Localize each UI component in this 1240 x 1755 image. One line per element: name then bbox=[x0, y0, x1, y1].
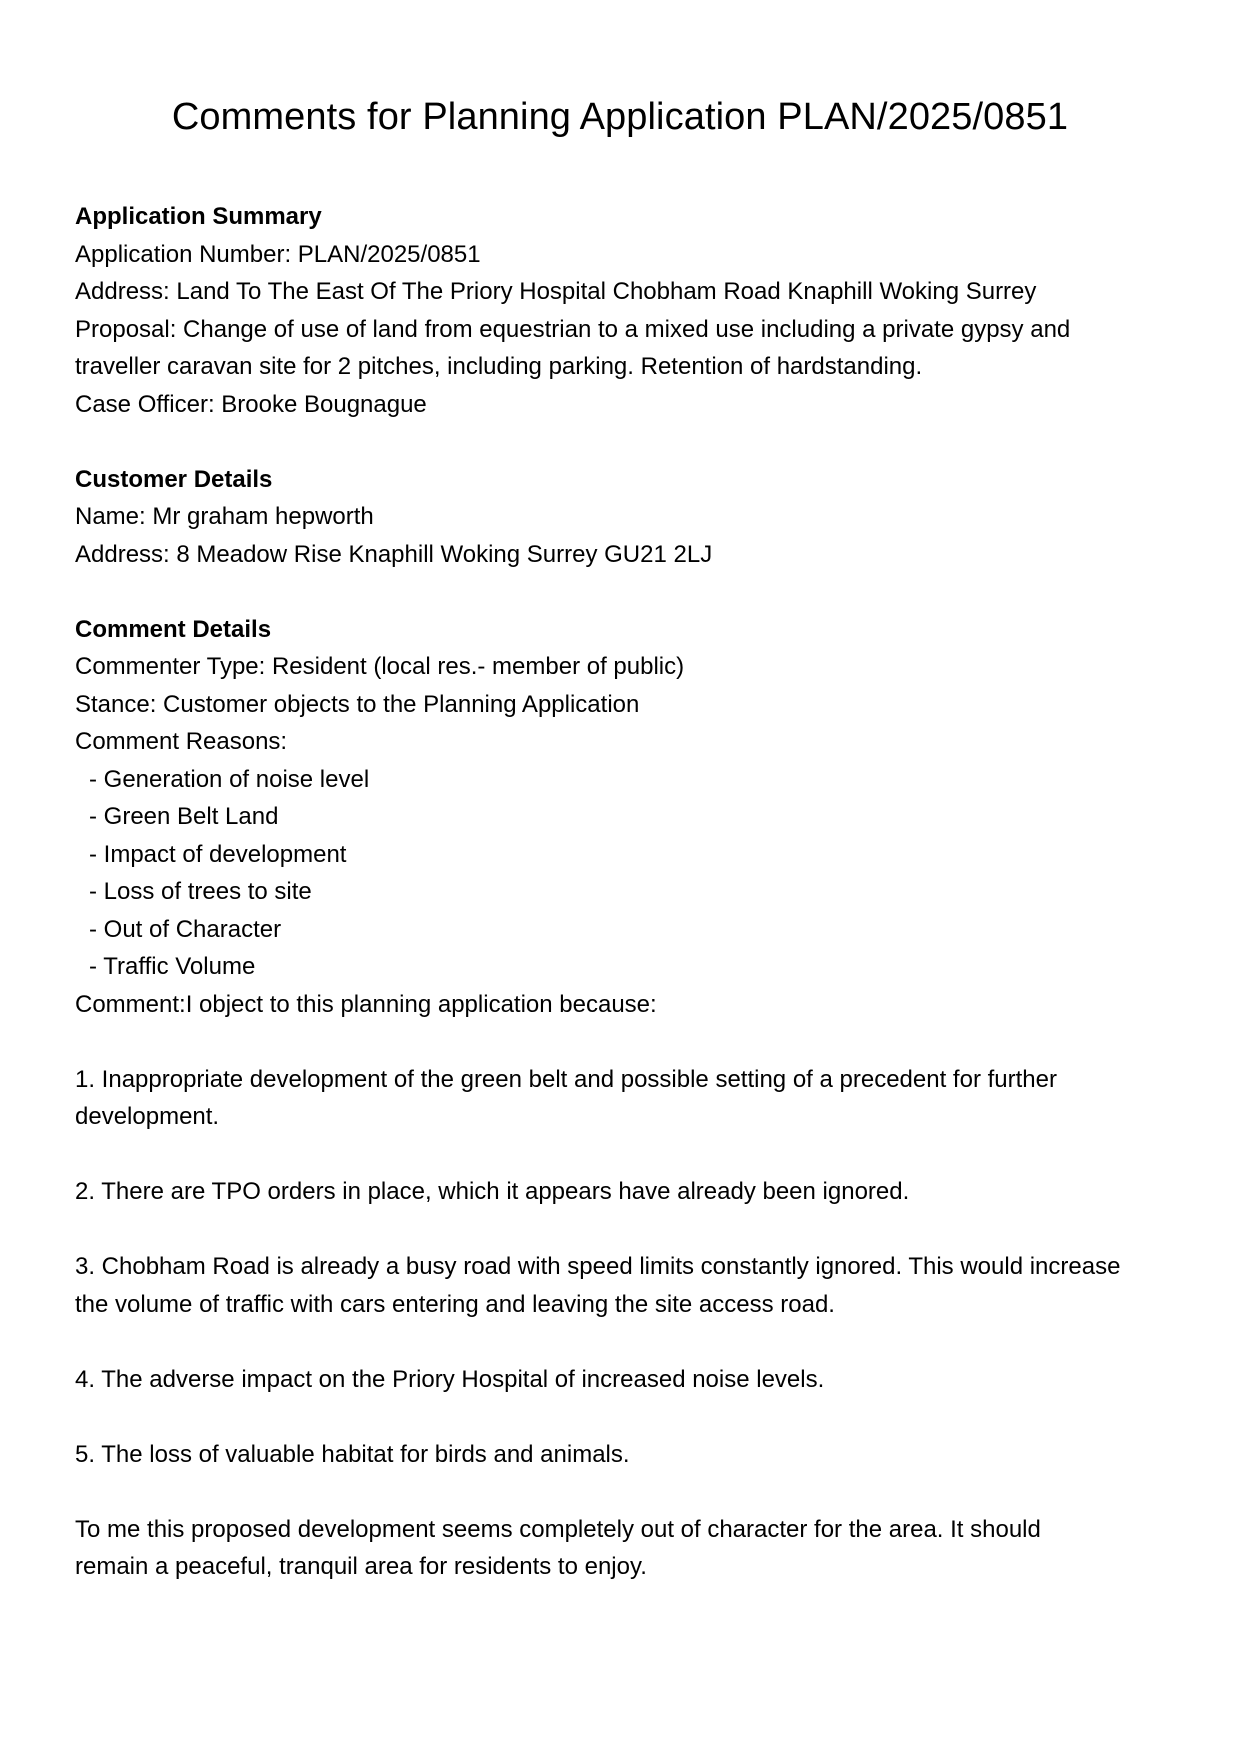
proposal-line-2: traveller caravan site for 2 pitches, including parking. Retention of hardstanding. bbox=[75, 353, 923, 380]
comment-details-section bbox=[75, 611, 1185, 1586]
comment-intro: Comment:I object to this planning application because: bbox=[75, 990, 657, 1018]
closing-line-2: remain a peaceful, tranquil area for residents to enjoy. bbox=[75, 1553, 647, 1580]
comment-point-3-line-2: the volume of traffic with cars entering and leaving the site access road. bbox=[75, 1290, 835, 1318]
comment-reason: - Out of Character bbox=[89, 915, 282, 943]
application-number: Application Number: PLAN/2025/0851 bbox=[75, 240, 481, 268]
proposal-line-1: Proposal: Change of use of land from equestrian to a mixed use including a private gypsy and bbox=[75, 315, 1071, 343]
spacer bbox=[75, 1023, 1185, 1061]
comment-point-4: 4. The adverse impact on the Priory Hospital of increased noise levels. bbox=[75, 1365, 825, 1393]
spacer bbox=[75, 573, 1185, 611]
spacer bbox=[75, 1136, 1185, 1174]
commenter-type: Commenter Type: Resident (local res.- member of public) bbox=[75, 653, 685, 680]
comment-details-heading: Comment Details bbox=[75, 615, 272, 643]
customer-details-heading: Customer Details bbox=[75, 465, 273, 493]
comment-point-3-line-1: 3. Chobham Road is already a busy road with speed limits constantly ignored. This would increase bbox=[75, 1253, 1121, 1280]
application-address: Address: Land To The East Of The Priory Hospital Chobham Road Knaphill Woking Surrey bbox=[75, 278, 1037, 305]
spacer bbox=[75, 423, 1185, 461]
comment-point-1-line-1: 1. Inappropriate development of the green belt and possible setting of a precedent for further bbox=[75, 1065, 1057, 1093]
case-officer: Case Officer: Brooke Bougnague bbox=[75, 390, 427, 418]
application-summary-section bbox=[75, 198, 1185, 423]
customer-address: Address: 8 Meadow Rise Knaphill Woking Surrey GU21 2LJ bbox=[75, 540, 713, 568]
comment-reasons-label: Comment Reasons: bbox=[75, 728, 288, 755]
comment-point-1-line-2: development. bbox=[75, 1103, 220, 1130]
customer-name: Name: Mr graham hepworth bbox=[75, 503, 374, 530]
comment-reason: - Generation of noise level bbox=[89, 765, 370, 793]
comment-reason: - Traffic Volume bbox=[89, 953, 256, 980]
application-summary-heading: Application Summary bbox=[75, 203, 322, 230]
customer-details-section bbox=[75, 461, 1185, 574]
comment-reason: - Green Belt Land bbox=[89, 803, 279, 830]
page-title: Comments for Planning Application PLAN/2025/0851 bbox=[171, 96, 1069, 138]
comment-reason: - Impact of development bbox=[89, 840, 347, 868]
closing-line-1: To me this proposed development seems completely out of character for the area. It should bbox=[75, 1515, 1041, 1543]
comment-reason: - Loss of trees to site bbox=[89, 878, 312, 905]
spacer bbox=[75, 1398, 1185, 1436]
spacer bbox=[75, 1473, 1185, 1511]
spacer bbox=[75, 1211, 1185, 1249]
comment-point-5: 5. The loss of valuable habitat for birds and animals. bbox=[75, 1440, 630, 1468]
comment-point-2: 2. There are TPO orders in place, which it appears have already been ignored. bbox=[75, 1178, 910, 1205]
stance: Stance: Customer objects to the Planning Application bbox=[75, 690, 640, 718]
document-body bbox=[75, 198, 1185, 1586]
spacer bbox=[75, 1323, 1185, 1361]
